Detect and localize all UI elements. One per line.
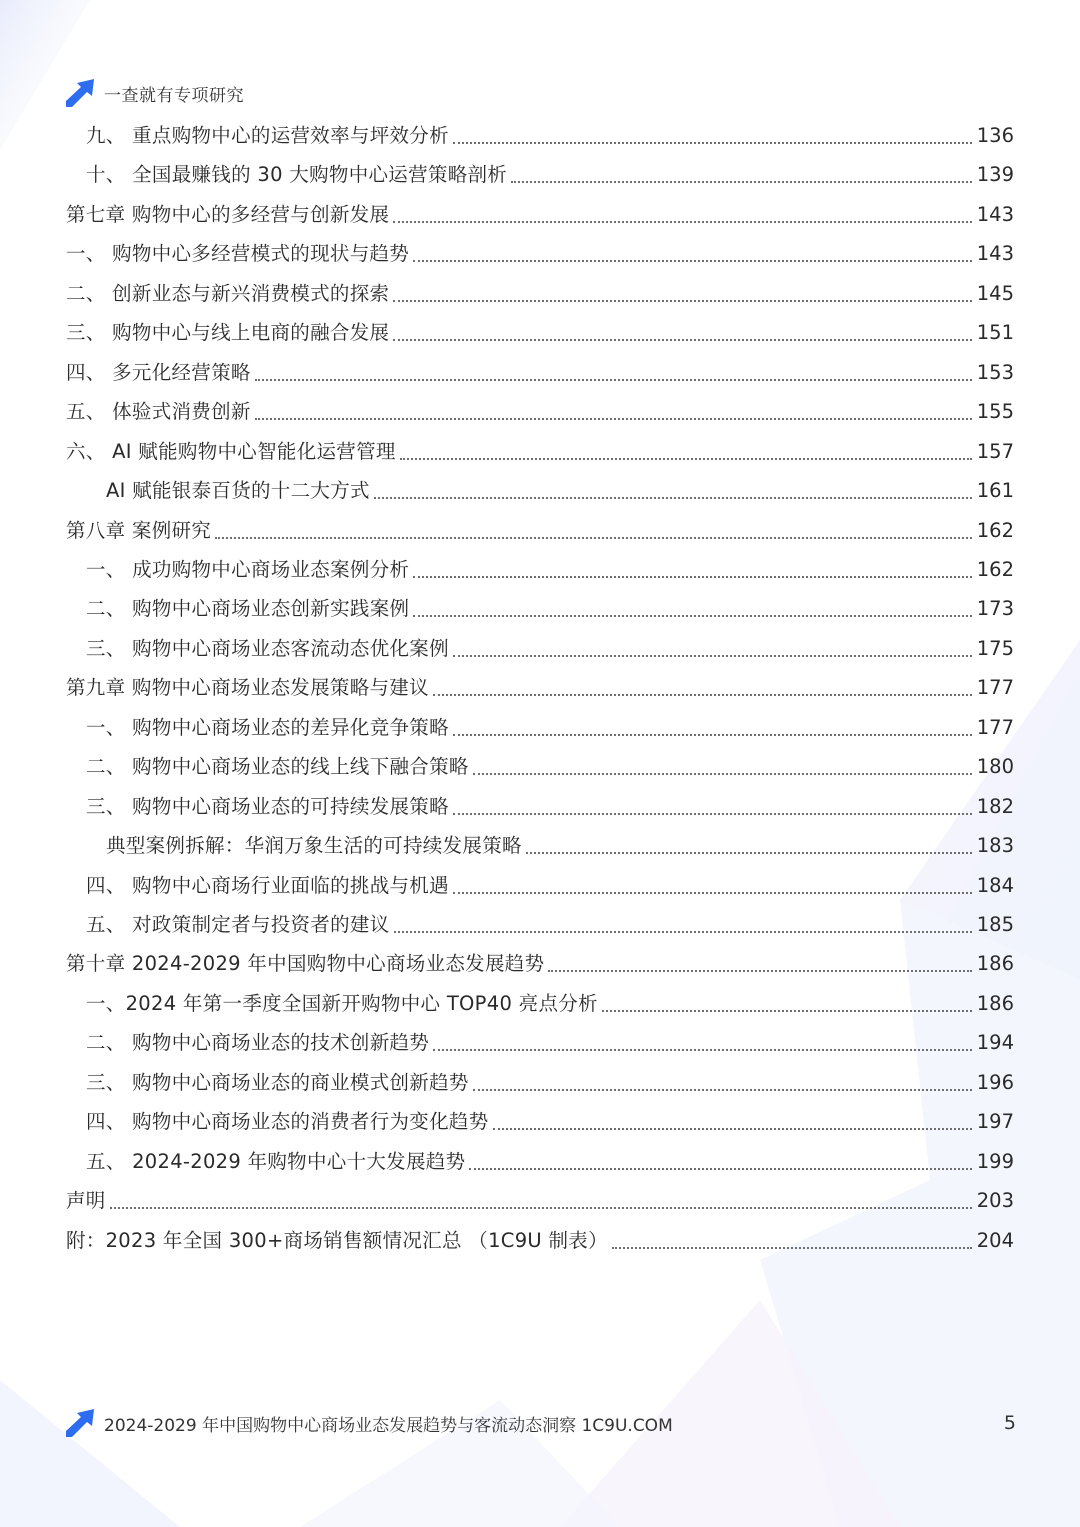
toc-entry-page: 161 — [976, 479, 1014, 503]
toc-entry-page: 177 — [976, 715, 1014, 739]
toc-leader-dots — [413, 615, 972, 617]
toc-entry-title: 三、 购物中心商场业态的商业模式创新趋势 — [86, 1070, 469, 1094]
toc-leader-dots — [453, 655, 972, 657]
toc-entry-page: 139 — [976, 163, 1014, 187]
toc-entry[interactable] — [86, 986, 1014, 1016]
toc-entry[interactable] — [66, 276, 1014, 306]
toc-entry-page: 204 — [976, 1228, 1014, 1252]
toc-leader-dots — [526, 852, 972, 854]
toc-leader-dots — [602, 1010, 972, 1012]
footer-logo-icon — [66, 1409, 96, 1437]
toc-entry[interactable] — [66, 1183, 1014, 1213]
toc-entry[interactable] — [66, 946, 1014, 976]
toc-entry[interactable] — [66, 197, 1014, 227]
toc-entry[interactable] — [66, 315, 1014, 345]
toc-leader-dots — [453, 142, 972, 144]
toc-entry-page: 182 — [976, 794, 1014, 818]
toc-entry-title: 一、 成功购物中心商场业态案例分析 — [86, 557, 410, 581]
toc-entry-title: 六、 AI 赋能购物中心智能化运营管理 — [66, 439, 396, 463]
toc-entry-title: AI 赋能银泰百货的十二大方式 — [106, 479, 370, 503]
toc-entry-title: 二、 购物中心商场业态的线上线下融合策略 — [86, 755, 469, 779]
toc-entry-title: 第七章 购物中心的多经营与创新发展 — [66, 202, 390, 226]
toc-entry-title: 二、 购物中心商场业态的技术创新趋势 — [86, 1031, 430, 1055]
toc-entry-title: 第十章 2024-2029 年中国购物中心商场业态发展趋势 — [66, 952, 545, 976]
toc-leader-dots — [433, 694, 972, 696]
toc-entry-page: 136 — [976, 124, 1014, 147]
toc-leader-dots — [393, 300, 972, 302]
toc-entry[interactable] — [106, 828, 1014, 858]
toc-entry-title: 三、 购物中心与线上电商的融合发展 — [66, 321, 390, 345]
brand-name: 一查就有专项研究 — [104, 85, 244, 106]
toc-entry-page: 196 — [976, 1070, 1014, 1094]
toc-entry-title: 三、 购物中心商场业态的可持续发展策略 — [86, 794, 449, 818]
toc-entry-page: 183 — [976, 834, 1014, 858]
toc-leader-dots — [511, 181, 972, 183]
toc-entry-page: 194 — [976, 1031, 1014, 1055]
toc-entry[interactable] — [86, 157, 1014, 187]
toc-entry-page: 157 — [976, 439, 1014, 463]
toc-entry[interactable] — [86, 591, 1014, 621]
toc-entry-title: 十、 全国最赚钱的 30 大购物中心运营策略剖析 — [86, 163, 508, 187]
toc-entry-title: 一、 购物中心多经营模式的现状与趋势 — [66, 242, 410, 266]
toc-leader-dots — [413, 576, 972, 578]
toc-entry-page: 186 — [976, 991, 1014, 1015]
toc-leader-dots — [255, 379, 972, 381]
toc-entry-page: 162 — [976, 557, 1014, 581]
toc-entry-page: 175 — [976, 636, 1014, 660]
toc-leader-dots — [469, 1168, 972, 1170]
toc-leader-dots — [374, 497, 972, 499]
toc-entry-page: 162 — [976, 518, 1014, 542]
toc-entry-title: 四、 购物中心商场行业面临的挑战与机遇 — [86, 873, 449, 897]
toc-entry-page: 145 — [976, 281, 1014, 305]
toc-entry-title: 四、 购物中心商场业态的消费者行为变化趋势 — [86, 1110, 489, 1134]
toc-entry-title: 二、 创新业态与新兴消费模式的探索 — [66, 281, 390, 305]
page-header — [66, 78, 244, 108]
toc-entry[interactable] — [66, 434, 1014, 464]
toc-leader-dots — [548, 970, 972, 972]
toc-entry[interactable] — [86, 1025, 1014, 1055]
toc-entry[interactable] — [86, 749, 1014, 779]
toc-leader-dots — [255, 418, 972, 420]
toc-entry[interactable] — [66, 394, 1014, 424]
toc-entry-page: 185 — [976, 913, 1014, 936]
toc-entry-page: 173 — [976, 597, 1014, 621]
toc-leader-dots — [393, 221, 972, 223]
toc-leader-dots — [453, 892, 972, 894]
toc-entry-title: 五、 体验式消费创新 — [66, 400, 251, 424]
toc-leader-dots — [400, 458, 972, 460]
toc-entry[interactable] — [86, 1144, 1014, 1174]
toc-entry-title: 声明 — [66, 1189, 106, 1213]
toc-entry[interactable] — [86, 868, 1014, 898]
toc-entry-page: 199 — [976, 1149, 1014, 1173]
toc-entry-title: 九、 重点购物中心的运营效率与坪效分析 — [86, 124, 449, 147]
toc-entry-title: 一、2024 年第一季度全国新开购物中心 TOP40 亮点分析 — [86, 991, 598, 1015]
toc-entry-page: 203 — [976, 1189, 1014, 1213]
toc-entry[interactable] — [106, 473, 1014, 503]
toc-entry-title: 一、 购物中心商场业态的差异化竞争策略 — [86, 715, 449, 739]
toc-entry[interactable] — [86, 907, 1014, 937]
toc-entry-page: 155 — [976, 400, 1014, 424]
page-number: 5 — [1003, 1412, 1016, 1434]
toc-entry[interactable] — [86, 1104, 1014, 1134]
toc-entry-title: 三、 购物中心商场业态客流动态优化案例 — [86, 636, 449, 660]
toc-leader-dots — [473, 773, 972, 775]
toc-entry-title: 第九章 购物中心商场业态发展策略与建议 — [66, 676, 429, 700]
toc-leader-dots — [493, 1128, 973, 1130]
toc-leader-dots — [110, 1207, 972, 1209]
toc-leader-dots — [413, 260, 972, 262]
toc-leader-dots — [473, 1089, 972, 1091]
toc-leader-dots — [394, 931, 973, 933]
toc-leader-dots — [453, 734, 972, 736]
toc-entry-page: 180 — [976, 755, 1014, 779]
toc-entry-title: 二、 购物中心商场业态创新实践案例 — [86, 597, 410, 621]
brand-logo-icon — [66, 79, 96, 107]
toc-entry[interactable] — [66, 355, 1014, 385]
toc-entry[interactable] — [66, 236, 1014, 266]
toc-entry-page: 197 — [976, 1110, 1014, 1134]
toc-entry-title: 五、 2024-2029 年购物中心十大发展趋势 — [86, 1149, 466, 1173]
toc-entry[interactable] — [86, 789, 1014, 819]
toc-entry-page: 184 — [976, 873, 1014, 897]
toc-entry-page: 186 — [976, 952, 1014, 976]
toc-entry-title: 典型案例拆解：华润万象生活的可持续发展策略 — [106, 834, 522, 858]
page-footer — [66, 1408, 1016, 1438]
toc-entry[interactable] — [86, 118, 1014, 148]
toc-entry[interactable] — [66, 670, 1014, 700]
toc-leader-dots — [453, 813, 972, 815]
toc-entry[interactable] — [86, 552, 1014, 582]
toc-entry-title: 附：2023 年全国 300+商场销售额情况汇总 （1C9U 制表） — [66, 1228, 608, 1252]
toc-entry[interactable] — [66, 1223, 1014, 1253]
toc-entry[interactable] — [66, 513, 1014, 543]
toc-leader-dots — [433, 1049, 972, 1051]
toc-entry-page: 153 — [976, 360, 1014, 384]
toc-entry-title: 四、 多元化经营策略 — [66, 360, 251, 384]
toc-leader-dots — [215, 537, 972, 539]
toc-entry-page: 177 — [976, 676, 1014, 700]
toc-entry[interactable] — [86, 631, 1014, 661]
toc-entry-page: 143 — [976, 242, 1014, 266]
toc-entry-page: 143 — [976, 202, 1014, 226]
toc-entry-title: 五、 对政策制定者与投资者的建议 — [86, 913, 390, 936]
footer-title: 2024-2029 年中国购物中心商场业态发展趋势与客流动态洞察 1C9U.COM — [104, 1415, 673, 1436]
toc-leader-dots — [393, 339, 972, 341]
toc-leader-dots — [612, 1247, 972, 1249]
toc-entry[interactable] — [86, 710, 1014, 740]
toc-entry-title: 第八章 案例研究 — [66, 518, 212, 542]
toc-entry-page: 151 — [976, 321, 1014, 345]
toc-entry[interactable] — [86, 1065, 1014, 1095]
